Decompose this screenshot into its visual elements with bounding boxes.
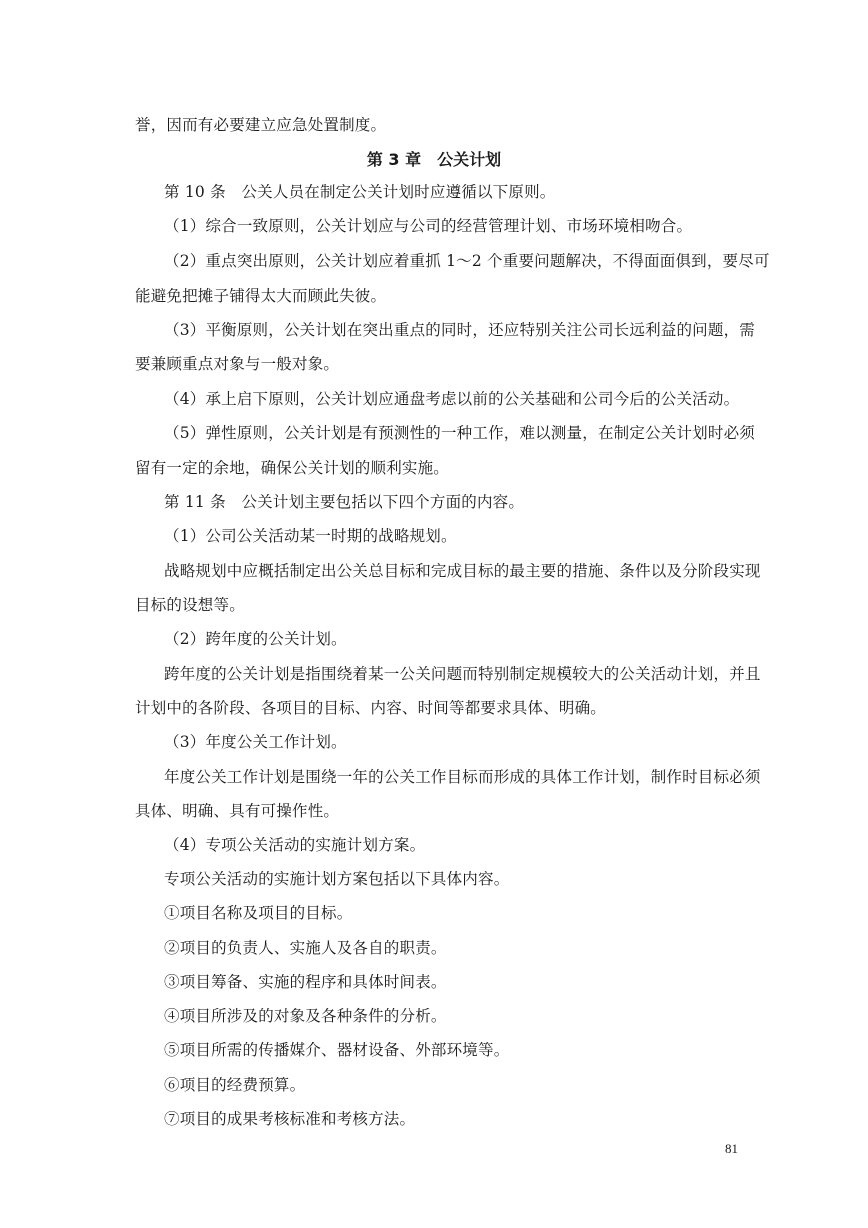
article-10-line: 第 10 条 公关人员在制定公关计划时应遵循以下原则。 (164, 183, 556, 201)
list-item: ⑥项目的经费预算。 (164, 1076, 306, 1094)
list-item: ⑤项目所需的传播媒介、器材设备、外部环境等。 (164, 1041, 510, 1059)
paragraph-line: 要兼顾重点对象与一般对象。 (135, 355, 340, 373)
list-item: ⑦项目的成果考核标准和考核方法。 (164, 1110, 416, 1128)
paragraph-line: （2）跨年度的公关计划。 (164, 630, 347, 648)
list-item: ②项目的负责人、实施人及各自的职责。 (164, 939, 447, 957)
paragraph-line: 跨年度的公关计划是指围绕着某一公关问题而特别制定规模较大的公关活动计划，并且 (164, 665, 761, 683)
paragraph-line: （5）弹性原则，公关计划是有预测性的一种工作，难以测量，在制定公关计划时必须 (164, 424, 755, 442)
paragraph-line: （2）重点突出原则，公关计划应着重抓 1～2 个重要问题解决，不得面面俱到，要尽可 (164, 252, 770, 270)
list-item: ③项目筹备、实施的程序和具体时间表。 (164, 973, 447, 991)
chapter-heading: 第 3 章 公关计划 (366, 150, 502, 169)
paragraph-line: 目标的设想等。 (135, 596, 245, 614)
paragraph-line: （3）平衡原则，公关计划在突出重点的同时，还应特别关注公司长远利益的问题，需 (164, 321, 755, 339)
paragraph-line: 誉，因而有必要建立应急处置制度。 (135, 116, 387, 134)
paragraph-line: （1）综合一致原则，公关计划应与公司的经营管理计划、市场环境相吻合。 (164, 217, 693, 235)
list-item: ①项目名称及项目的目标。 (164, 904, 353, 922)
page-number: 81 (725, 1141, 738, 1156)
paragraph-line: 留有一定的余地，确保公关计划的顺利实施。 (135, 459, 450, 477)
paragraph-line: （4）专项公关活动的实施计划方案。 (164, 836, 426, 854)
paragraph-line: 能避免把摊子铺得太大而顾此失彼。 (135, 287, 387, 305)
paragraph-line: （1）公司公关活动某一时期的战略规划。 (164, 527, 457, 545)
paragraph-line: （3）年度公关工作计划。 (164, 733, 347, 751)
paragraph-line: 战略规划中应概括制定出公关总目标和完成目标的最主要的措施、条件以及分阶段实现 (164, 562, 761, 580)
paragraph-line: 具体、明确、具有可操作性。 (135, 802, 340, 820)
list-item: ④项目所涉及的对象及各种条件的分析。 (164, 1007, 447, 1025)
paragraph-line: （4）承上启下原则，公关计划应通盘考虑以前的公关基础和公司今后的公关活动。 (164, 390, 740, 408)
article-11-line: 第 11 条 公关计划主要包括以下四个方面的内容。 (164, 493, 525, 511)
paragraph-line: 专项公关活动的实施计划方案包括以下具体内容。 (164, 870, 510, 888)
paragraph-line: 年度公关工作计划是围绕一年的公关工作目标而形成的具体工作计划，制作时目标必须 (164, 768, 761, 786)
paragraph-line: 计划中的各阶段、各项目的目标、内容、时间等都要求具体、明确。 (135, 699, 607, 717)
